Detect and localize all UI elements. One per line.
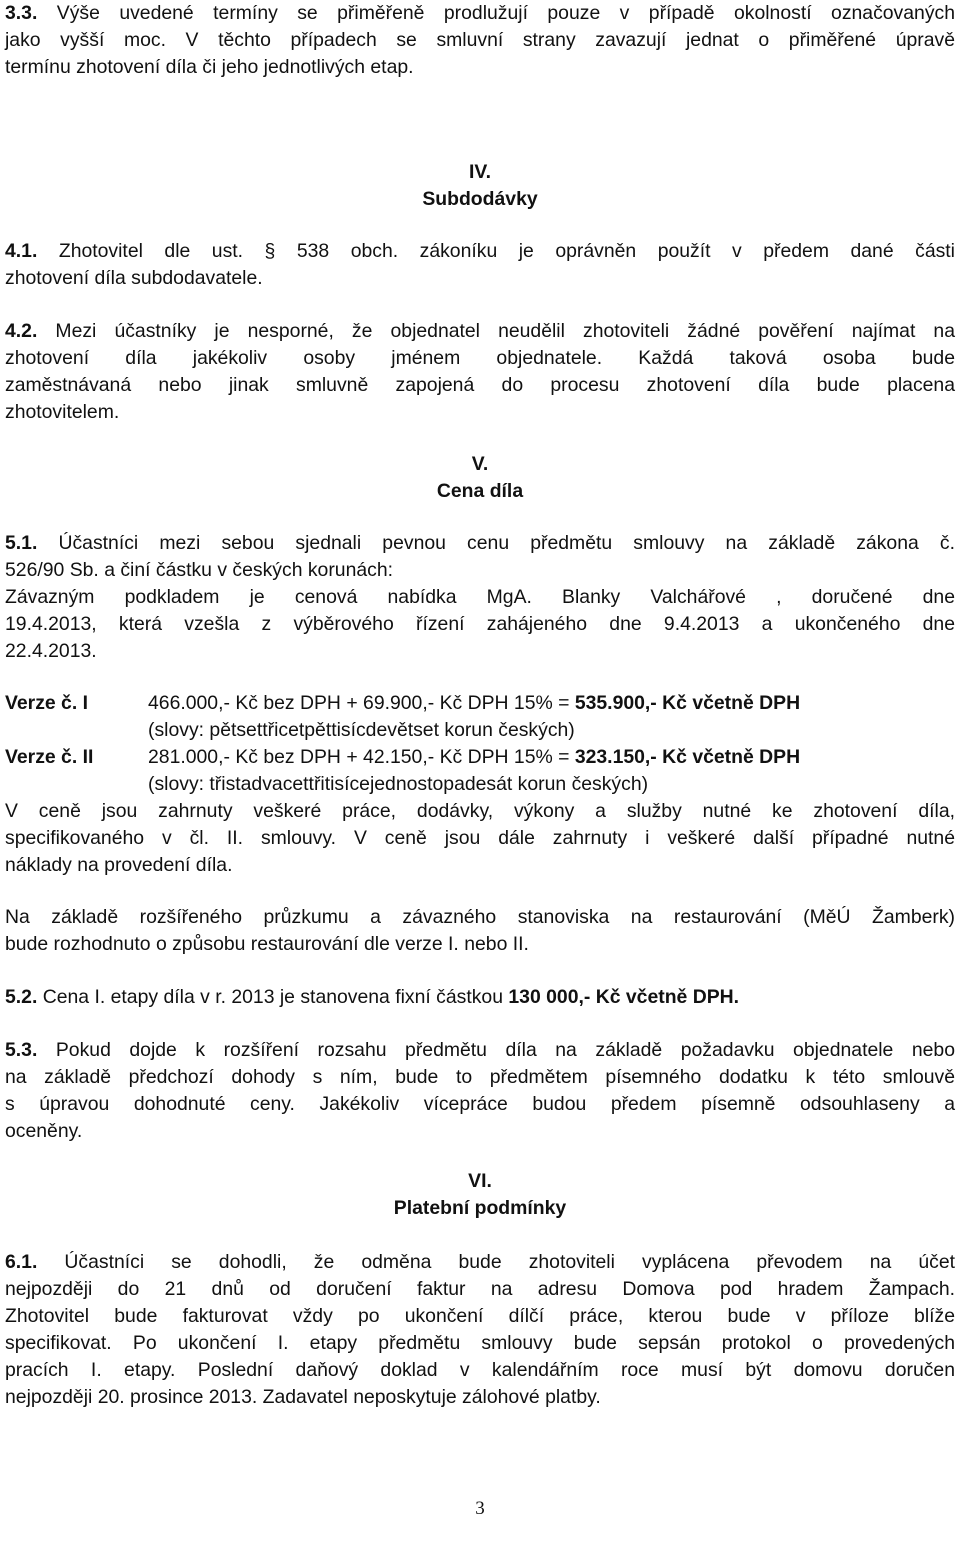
para-number: 5.2.	[5, 986, 38, 1008]
text: Účastníci se dohodli, že odměna bude zhotoviteli vyplácena převodem na účet	[37, 1251, 955, 1273]
section-vi-numeral	[5, 1168, 955, 1194]
included-line-1: V ceně jsou zahrnuty veškeré práce, dodávky, výkony a služby nutné ke zhotovení díla,	[5, 800, 955, 822]
para-6-1-line-4: specifikovat. Po ukončení I. etapy předmětu smlouvy bude sepsán protokol o provedených	[5, 1332, 955, 1354]
para-3-3-line-1	[5, 0, 955, 26]
para-4-2-line-2: zhotovení díla jakékoliv osoby jménem objednatele. Každá taková osoba bude	[5, 347, 955, 369]
section-v-title	[5, 478, 955, 504]
fixed-amount: 130 000,- Kč včetně DPH.	[508, 986, 740, 1008]
para-3-3-line-3: termínu zhotovení díla či jeho jednotlivých etap.	[5, 56, 414, 78]
para-6-1-line-3: Zhotovitel bude fakturovat vždy po ukončení dílčí práce, kterou bude v příloze blíže	[5, 1305, 955, 1327]
price-base: 281.000,- Kč bez DPH + 42.150,- Kč DPH 15% =	[148, 746, 575, 768]
para-number: 4.2.	[5, 320, 38, 342]
price-in-words: (slovy: třistadvacettřitisícejednostopadesát korun českých)	[148, 773, 649, 795]
price-total: 323.150,- Kč včetně DPH	[574, 746, 801, 768]
text: Mezi účastníky je nesporné, že objednatel neudělil zhotoviteli žádné pověření najímat na	[37, 320, 955, 342]
para-3-3-line-2: jako vyšší moc. V těchto případech se smluvní strany zavazují jednat o přiměřené úpravě	[5, 29, 955, 51]
text: Výše uvedené termíny se přiměřeně prodlužují pouze v případě okolností označovaných	[37, 2, 955, 24]
para-5-3-line-4: oceněny.	[5, 1120, 83, 1142]
para-4-2-line-3: zaměstnávaná nebo jinak smluvně zapojená do procesu zhotovení díla bude placena	[5, 374, 955, 396]
version-price	[148, 690, 800, 716]
text: Účastníci mezi sebou sjednali pevnou cenu předmětu smlouvy na základě zákona č.	[37, 532, 955, 554]
section-iv-numeral	[5, 159, 955, 185]
text: Cena I. etapy díla v r. 2013 je stanovena fixní částkou	[37, 986, 509, 1008]
para-4-2-line-4: zhotovitelem.	[5, 401, 120, 423]
para-6-1-line-2: nejpozději do 21 dnů od doručení faktur na adresu Domova pod hradem Žampach.	[5, 1278, 955, 1300]
text: Pokud dojde k rozšíření rozsahu předmětu díla na základě požadavku objednatele nebo	[37, 1039, 955, 1061]
para-5-2	[5, 984, 739, 1010]
para-4-1-line-1	[5, 238, 955, 264]
price-base: 466.000,- Kč bez DPH + 69.900,- Kč DPH 15% =	[148, 692, 575, 714]
version-label: Verze č. II	[5, 746, 94, 768]
para-5-1-line-1	[5, 530, 955, 556]
para-5-1-line-5: 22.4.2013.	[5, 640, 97, 662]
para-6-1-line-5: pracích I. etapy. Poslední daňový doklad v kalendářním roce musí být domovu doručen	[5, 1359, 955, 1381]
heading: Platební podmínky	[393, 1197, 567, 1219]
para-5-1-line-3: Závazným podkladem je cenová nabídka MgA. Blanky Valchářové , doručené dne	[5, 586, 955, 608]
para-5-1-line-4: 19.4.2013, která vzešla z výběrového řízení zahájeného dne 9.4.2013 a ukončeného dne	[5, 613, 955, 635]
price-in-words: (slovy: pětsettřicetpěttisícdevětset korun českých)	[148, 719, 575, 741]
numeral: VI.	[468, 1170, 492, 1192]
para-6-1-line-1	[5, 1249, 955, 1275]
restoration-line-2: bude rozhodnuto o způsobu restaurování dle verze I. nebo II.	[5, 933, 529, 955]
version-1-row	[5, 690, 955, 716]
page-number: 3	[475, 1498, 485, 1519]
section-iv-title	[5, 186, 955, 212]
para-4-1-line-2: zhotovení díla subdodavatele.	[5, 267, 263, 289]
numeral: IV.	[469, 161, 491, 183]
para-number: 5.3.	[5, 1039, 38, 1061]
text: Zhotovitel dle ust. § 538 obch. zákoníku je oprávněn použít v předem dané části	[37, 240, 955, 262]
numeral: V.	[471, 453, 489, 475]
para-5-3-line-3: s úpravou dohodnuté ceny. Jakékoliv vícepráce budou předem písemně odsouhlaseny a	[5, 1093, 955, 1115]
restoration-line-1: Na základě rozšířeného průzkumu a závazného stanoviska na restaurování (MěÚ Žamberk)	[5, 906, 955, 928]
included-line-2: specifikovaného v čl. II. smlouvy. V ceně jsou dále zahrnuty i veškeré další případné nutné	[5, 827, 955, 849]
para-5-3-line-1	[5, 1037, 955, 1063]
version-label: Verze č. I	[5, 692, 89, 714]
price-total: 535.900,- Kč včetně DPH	[574, 692, 801, 714]
para-number: 5.1.	[5, 532, 38, 554]
version-price	[148, 744, 800, 770]
section-v-numeral	[5, 451, 955, 477]
para-number: 6.1.	[5, 1251, 38, 1273]
version-2-row	[5, 744, 955, 770]
para-5-3-line-2: na základě předchozí dohody s ním, bude to předmětem písemného dodatku k této smlouvě	[5, 1066, 955, 1088]
para-number: 4.1.	[5, 240, 38, 262]
heading: Subdodávky	[422, 188, 538, 210]
para-number: 3.3.	[5, 2, 38, 24]
para-5-1-line-2: 526/90 Sb. a činí částku v českých korunách:	[5, 559, 394, 581]
included-line-3: náklady na provedení díla.	[5, 854, 233, 876]
para-4-2-line-1	[5, 318, 955, 344]
para-6-1-line-6: nejpozději 20. prosince 2013. Zadavatel neposkytuje zálohové platby.	[5, 1386, 601, 1408]
heading: Cena díla	[436, 480, 524, 502]
section-vi-title	[5, 1195, 955, 1221]
